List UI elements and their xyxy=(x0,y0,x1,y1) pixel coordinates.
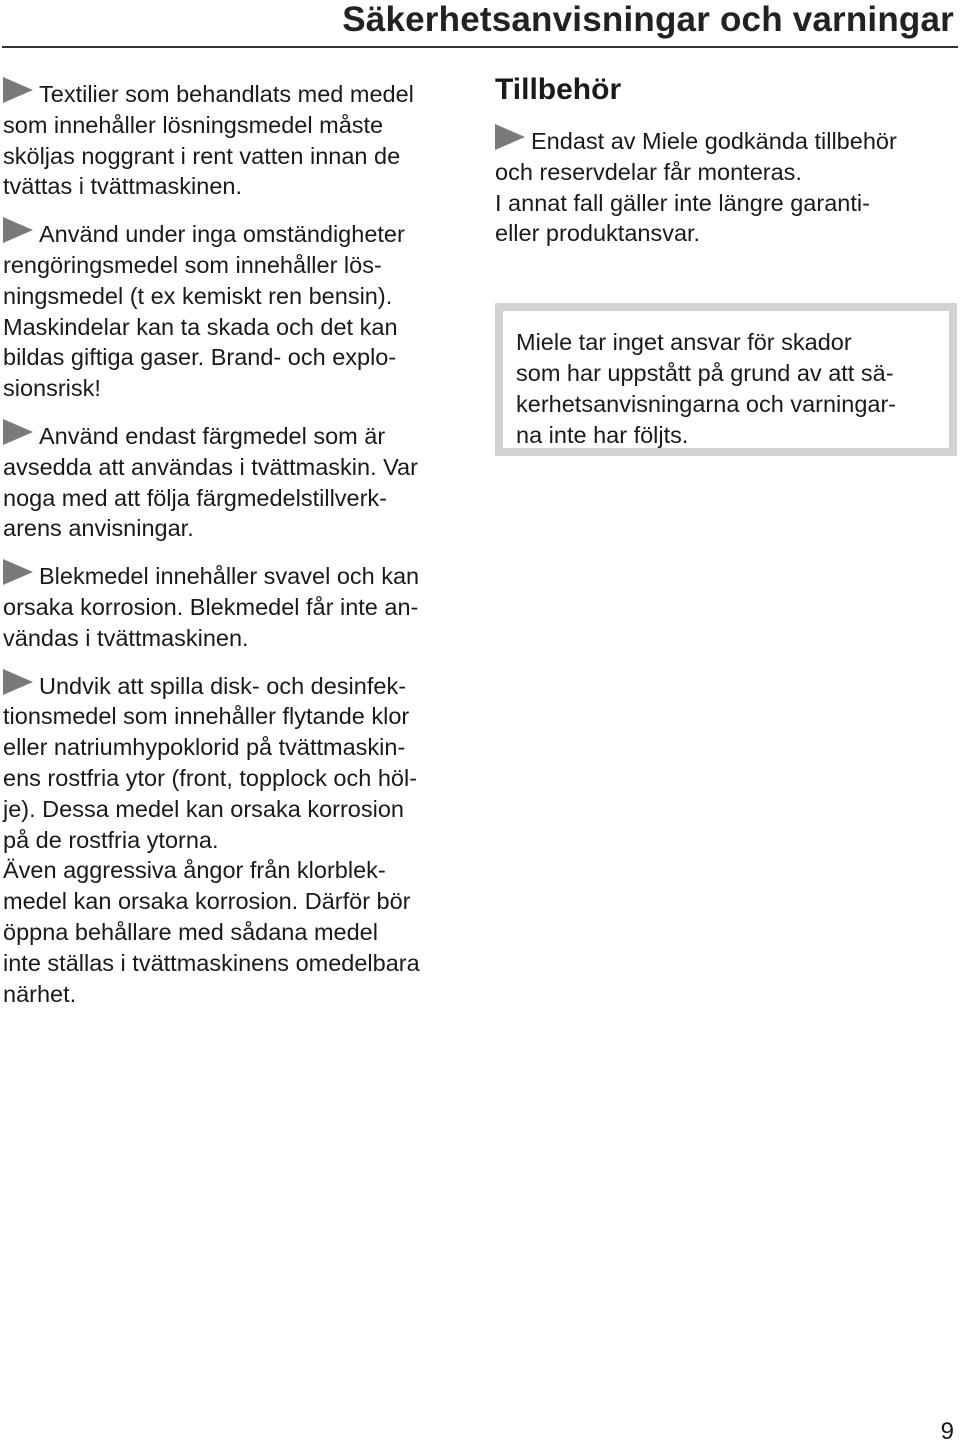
accessories-paragraph: Endast av Miele godkända tillbehör och reservdelar får monteras. I annat fall gäller inte längre garanti- eller produktansvar. xyxy=(495,124,955,249)
triangle-right-icon xyxy=(495,124,525,150)
triangle-right-icon xyxy=(3,77,33,103)
warning-paragraph-4: Blekmedel innehåller svavel och kan orsaka korrosion. Blekmedel får inte an- vändas i tvättmaskinen. xyxy=(3,559,473,653)
warning-paragraph-2: Använd under inga omständigheter rengöringsmedel som innehåller lös- ningsmedel (t ex kemiskt ren bensin). Maskindelar kan ta skada och det kan bildas giftiga gaser. Brand- och explo- sionsrisk! xyxy=(3,217,473,404)
page-title: Säkerhetsanvisningar och varningar xyxy=(342,0,954,39)
triangle-right-icon xyxy=(3,419,33,445)
page-number: 9 xyxy=(940,1418,954,1445)
warning-paragraph-3: Använd endast färgmedel som är avsedda att användas i tvättmaskin. Var noga med att följa färgmedelstillverk- arens anvisningar. xyxy=(3,419,473,544)
warning-paragraph-5: Undvik att spilla disk- och desinfek- tionsmedel som innehåller flytande klor eller natriumhypoklorid på tvättmaskin- ens rostfria ytor (front, topplock och höl- je). Dessa medel kan orsaka korrosion på de rostfria ytorna. Även aggressiva ångor från klorblek- medel kan orsaka korrosion. Därför bör öppna behållare med sådana medel inte ställas i tvättmaskinens omedelbara närhet. xyxy=(3,669,473,1010)
header-divider xyxy=(2,46,958,48)
section-heading-tillbehor: Tillbehör xyxy=(495,73,622,106)
triangle-right-icon xyxy=(3,669,33,695)
right-column xyxy=(495,72,955,264)
triangle-right-icon xyxy=(3,559,33,585)
liability-notice-box: Miele tar inget ansvar för skador som har uppstått på grund av att sä- kerhetsanvisningarna och varningar- na inte har följts. xyxy=(495,303,957,456)
warning-paragraph-1: Textilier som behandlats med medel som innehåller lösningsmedel måste sköljas noggrant i rent vatten innan de tvättas i tvättmaskinen. xyxy=(3,77,473,202)
left-column xyxy=(3,77,473,1024)
triangle-right-icon xyxy=(3,217,33,243)
